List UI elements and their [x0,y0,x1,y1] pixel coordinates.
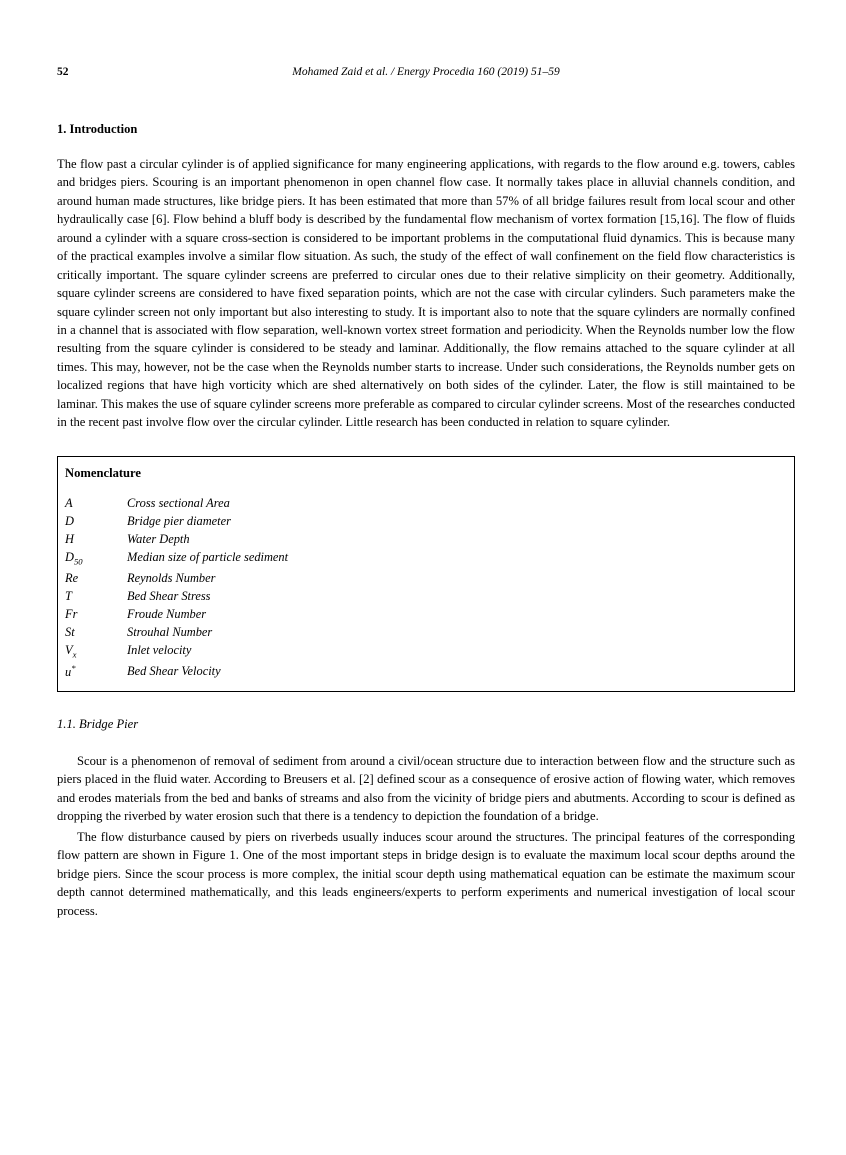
nomenclature-definition: Bed Shear Stress [127,588,211,603]
nomenclature-symbol: St [65,625,75,640]
nomenclature-row [58,512,794,530]
nomenclature-row [58,662,794,681]
nomenclature-definition: Cross sectional Area [127,495,230,510]
bridge-pier-paragraph-1: Scour is a phenomenon of removal of sediment from around a civil/ocean structure due to interaction between flow and the structure such as piers placed in the fluid water. According to Breusers et al. [2] defined scour as a consequence of erosive action of flowing water, which removes and erodes materials from the bed and banks of streams and also from the vicinity of bridge piers and abutments. According to scour is defined as dropping the riverbed by water erosion such that there is a tendency to depiction the foundation of a bridge. [57,754,795,824]
nomenclature-row [58,548,794,568]
nomenclature-symbol: u* [65,662,76,679]
nomenclature-symbol: Fr [65,606,78,621]
bridge-pier-paragraph-2: The flow disturbance caused by piers on riverbeds usually induces scour around the structures. The principal features of the corresponding flow pattern are shown in Figure 1. One of the most important steps in bridge design is to evaluate the maximum local scour depths around the bridge piers. Since the scour process is more complex, the initial scour depth using mathematical equation can be estimate the maximum scour depth cannot determined mathematically, and this leads engineers/experts to perform experiments and numerical investigation of local scour process. [57,829,795,918]
nomenclature-row [58,530,794,548]
nomenclature-symbol: A [65,495,73,510]
subsection-heading-bridge-pier: 1.1. Bridge Pier [57,717,139,732]
nomenclature-symbol: Re [65,570,79,585]
nomenclature-definition: Reynolds Number [127,570,216,585]
nomenclature-definition: Water Depth [127,532,190,547]
nomenclature-definition: Inlet velocity [127,643,192,658]
nomenclature-list [58,494,794,681]
nomenclature-symbol: $V_x$ [65,643,77,660]
nomenclature-definition: Strouhal Number [127,625,213,640]
nomenclature-row [58,494,794,512]
nomenclature-definition: Froude Number [127,606,207,621]
nomenclature-symbol: H [65,532,74,547]
nomenclature-row [58,605,794,623]
introduction-paragraph: The flow past a circular cylinder is of applied significance for many engineering applications, with regards to the flow around e.g. towers, cables and bridges piers. Scouring is an important phenomenon in open channel flow case. It normally takes place in alluvial channels condition, and around human made structures, like bridge piers. It has been estimated that more than 57% of all bridge failures result from local scour and other hydraulically case [6]. Flow behind a bluff body is described by the fundamental flow mechanism of vortex formation [15,16]. The flow of fluids around a cylinder with a square cross-section is considered to be important problems in the computational fluid dynamics. This is because many of the practical examples involve a similar flow situation. As such, the study of the effect of wall confinement on the field flow characteristics is critically important. The square cylinder screens are preferred to circular ones due to their relative simplicity on their geometry. Additionally, square cylinder screens are considered to have fixed separation points, which are not the case with circular cylinders. Such parameters make the square cylinder screen not only important but also interesting to study. It is important also to note that the square cylinders are normally confined in a channel that is associated with flow separation, well-known vortex street formation and periodicity. When the Reynolds number low the flow resulting from the square cylinder is considered to be steady and laminar. Additionally, the flow remains attached to the square cylinder at all times. This may, however, not be the case when the Reynolds number starts to increase. Under such considerations, the Reynolds number gets on localized regions that have high vorticity which are shed alternatively on both sides of the cylinder. Later, the flow is still maintained to be laminar. This makes the use of square cylinder screens more preferable as compared to circular cylinder screens. Most of the researches conducted in the recent past involve flow over the circular cylinder. Little research has been conducted in relation to square cylinder. [57,157,795,430]
nomenclature-definition: Bridge pier diameter [127,513,231,528]
nomenclature-symbol: $D_{50}$ [65,550,83,567]
nomenclature-box [57,456,795,692]
nomenclature-row [58,641,794,661]
nomenclature-symbol: D [65,513,74,528]
page-content [57,0,795,920]
nomenclature-definition: Bed Shear Velocity [127,663,221,678]
nomenclature-definition: Median size of particle sediment [127,550,289,565]
page-number: 52 [57,66,69,78]
nomenclature-row [58,569,794,587]
nomenclature-row [58,623,794,641]
nomenclature-title: Nomenclature [65,465,142,480]
running-head [57,66,795,96]
nomenclature-row [58,587,794,605]
nomenclature-symbol: T [65,588,72,603]
section-heading-introduction: 1. Introduction [57,122,138,136]
running-head-text: Mohamed Zaid et al. / Energy Procedia 160 (2019) 51–59 [292,66,560,78]
